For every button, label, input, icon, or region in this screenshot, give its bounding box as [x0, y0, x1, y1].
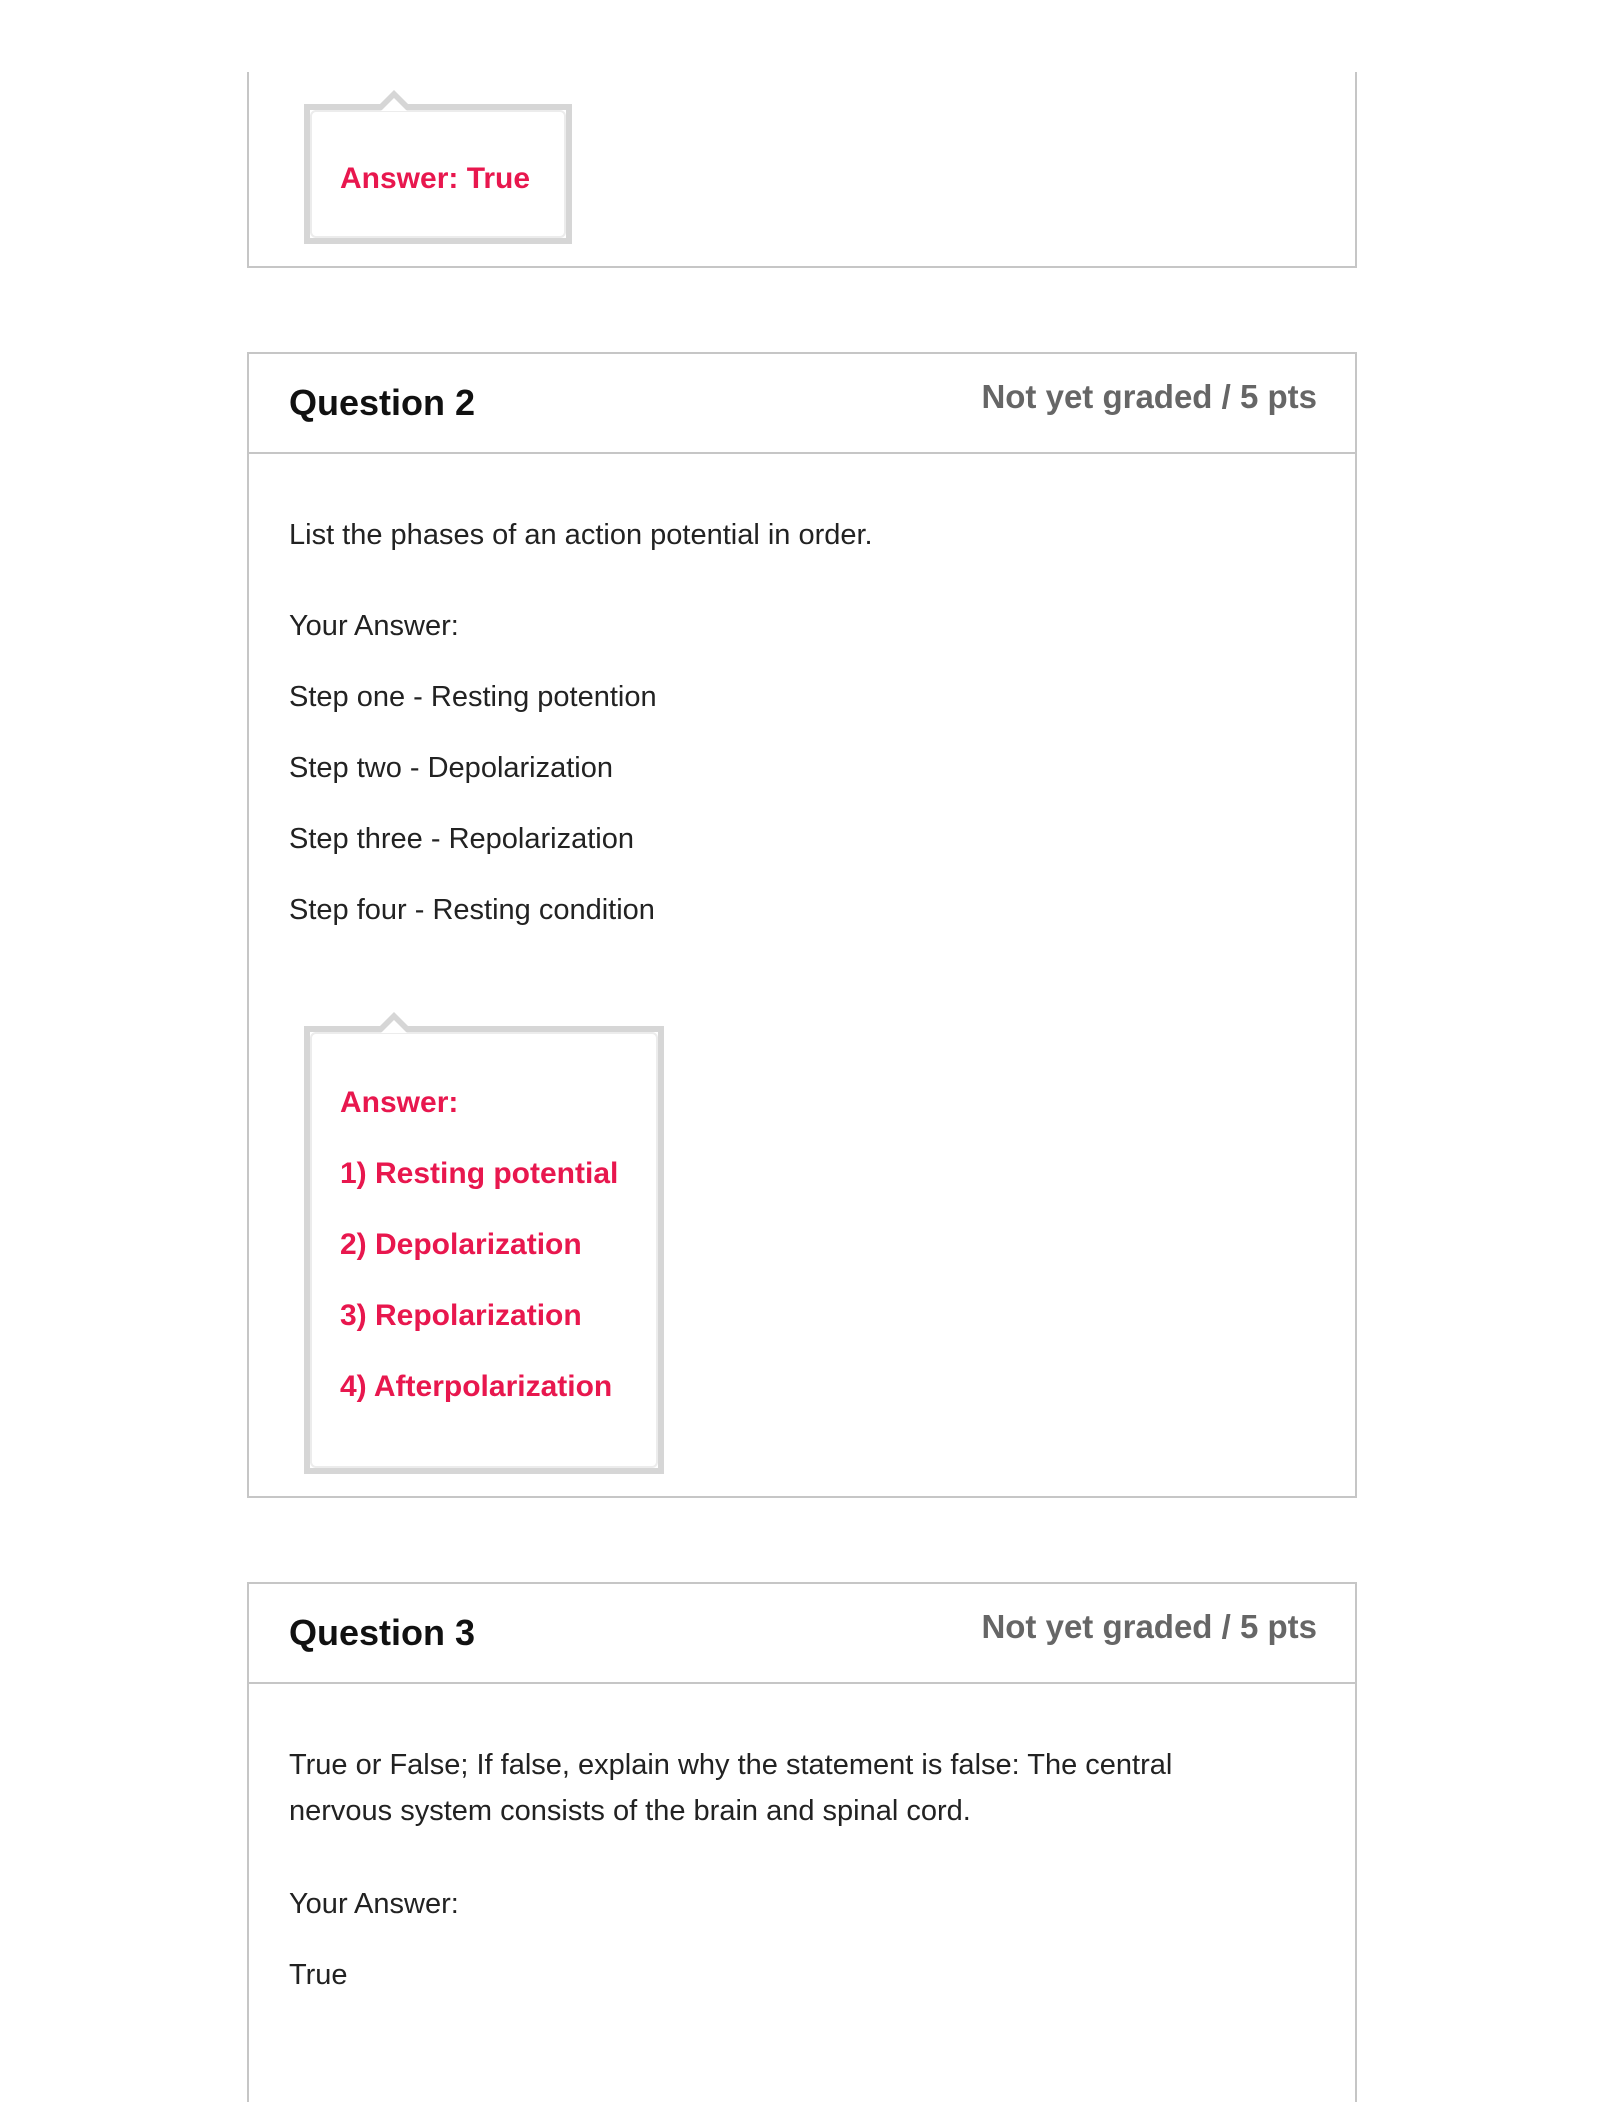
question-3-card — [247, 1582, 1357, 2102]
correct-answer-line: 4) Afterpolarization — [340, 1370, 613, 1403]
question-title: Question 2 — [289, 382, 476, 423]
your-answer-line: Step four - Resting condition — [289, 894, 655, 926]
correct-answer-box — [304, 1026, 664, 1474]
correct-answer-box — [304, 104, 572, 244]
correct-answer-text: Answer: True — [340, 162, 531, 195]
question-title: Question 3 — [289, 1612, 476, 1653]
question-prompt-line: True or False; If false, explain why the statement is false: The central — [289, 1749, 1173, 1781]
correct-answer-line: 1) Resting potential — [340, 1157, 619, 1190]
your-answer-line: Step one - Resting potention — [289, 681, 657, 713]
question-points: Not yet graded / 5 pts — [981, 378, 1317, 415]
correct-answer-line: 3) Repolarization — [340, 1299, 582, 1332]
your-answer-line: Step two - Depolarization — [289, 752, 613, 784]
question-2-header — [249, 354, 1355, 454]
your-answer-label: Your Answer: — [289, 610, 459, 642]
correct-answer-label: Answer: — [340, 1086, 459, 1119]
your-answer-line: True — [289, 1959, 348, 1991]
question-1-card — [247, 72, 1357, 268]
question-prompt: List the phases of an action potential in order. — [289, 519, 873, 551]
correct-answer-line: 2) Depolarization — [340, 1228, 582, 1261]
your-answer-label: Your Answer: — [289, 1888, 459, 1920]
question-2-card — [247, 352, 1357, 1498]
question-3-header — [249, 1584, 1355, 1684]
your-answer-line: Step three - Repolarization — [289, 823, 634, 855]
question-prompt-line: nervous system consists of the brain and spinal cord. — [289, 1795, 971, 1827]
question-points: Not yet graded / 5 pts — [981, 1608, 1317, 1645]
